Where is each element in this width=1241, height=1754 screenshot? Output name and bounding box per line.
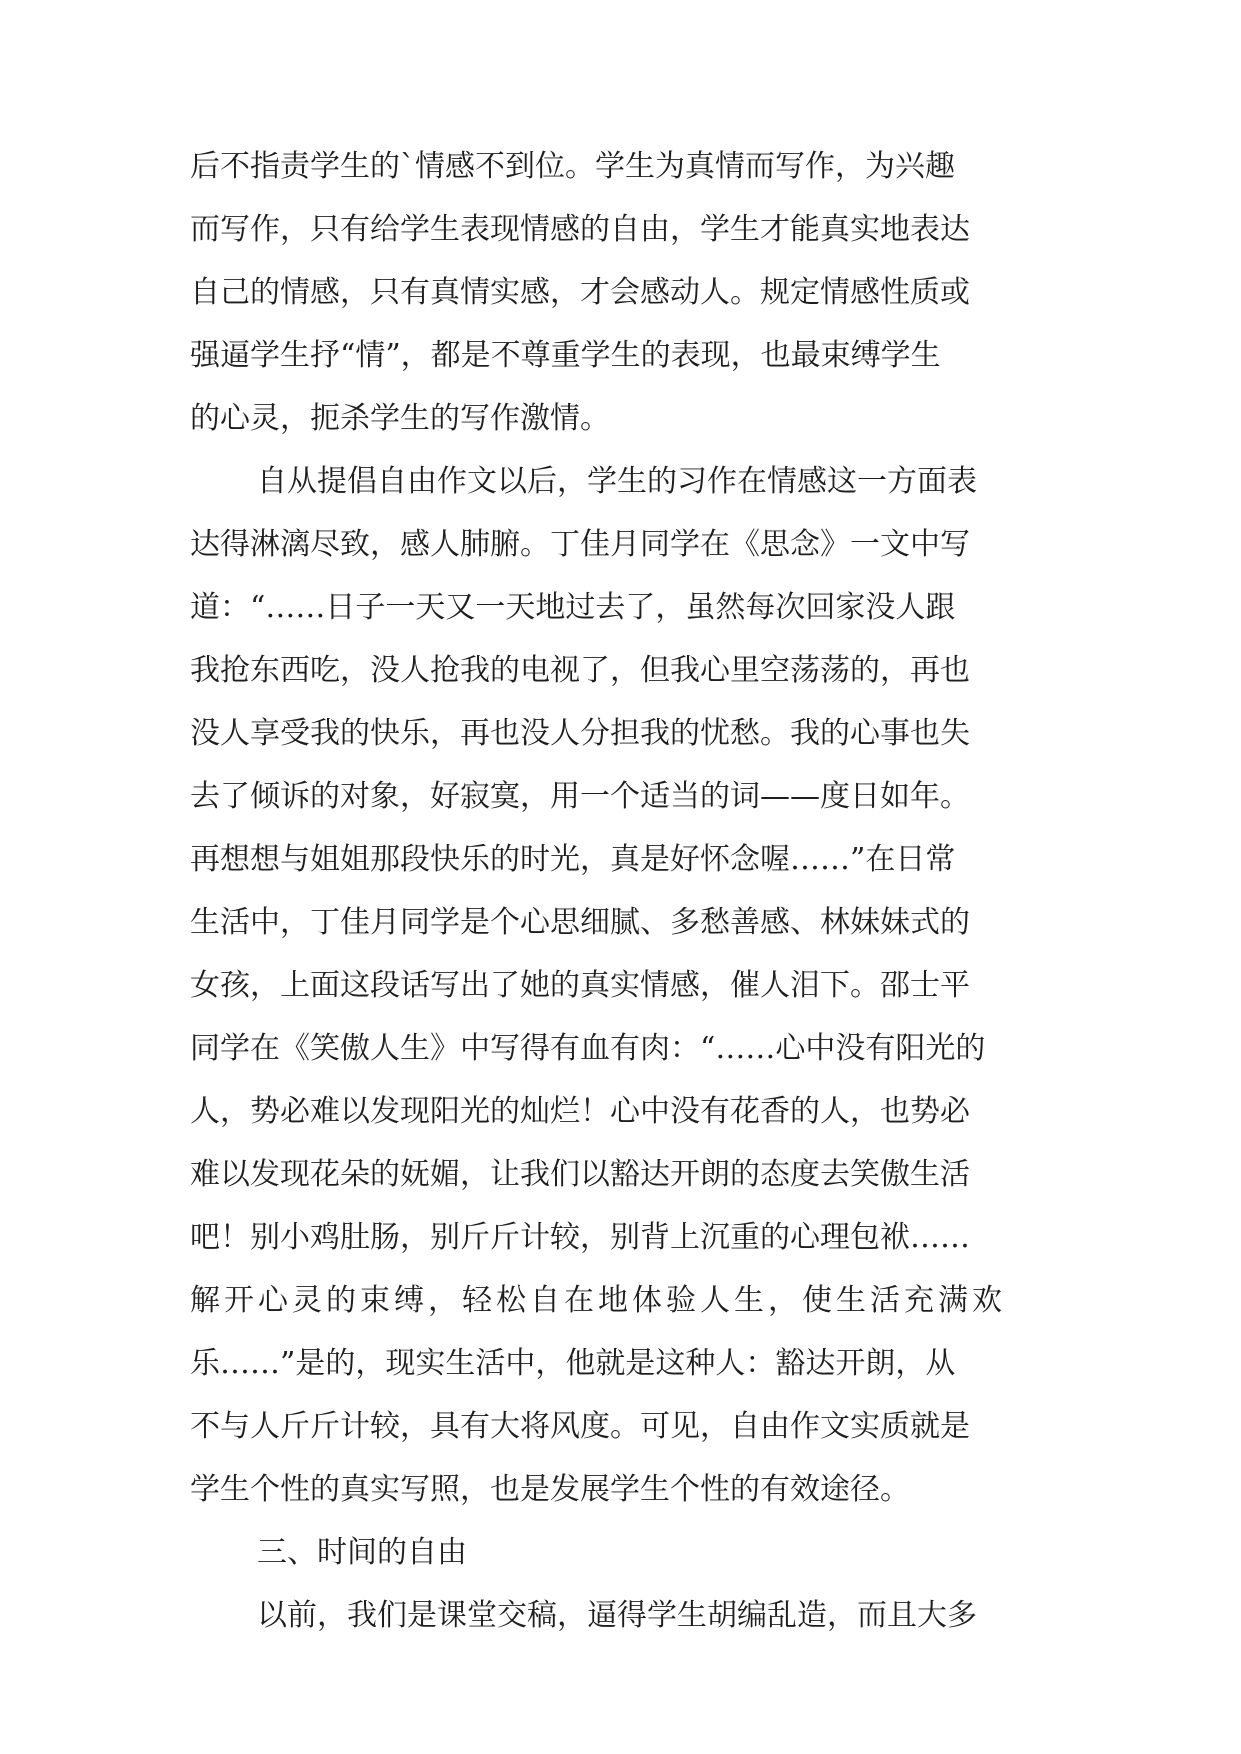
text-line: 不与人斤斤计较，具有大将风度。可见，自由作文实质就是 [190, 1409, 970, 1444]
text-line: 再想想与姐姐那段快乐的时光，真是好怀念喔……”在日常 [190, 842, 956, 877]
text-line: 强逼学生抒“情”，都是不尊重学生的表现，也最束缚学生 [190, 338, 941, 373]
text-line: 女孩，上面这段话写出了她的真实情感，催人泪下。邵士平 [190, 968, 970, 1003]
text-line: 人，势必难以发现阳光的灿烂！心中没有花香的人，也势必 [190, 1094, 970, 1129]
text-line: 去了倾诉的对象，好寂寞，用一个适当的词——度日如年。 [190, 779, 970, 814]
text-line: 达得淋漓尽致，感人肺腑。丁佳月同学在《思念》一文中写 [190, 527, 970, 562]
text-line: 学生个性的真实写照，也是发展学生个性的有效途径。 [190, 1472, 910, 1507]
text-line: 吧！别小鸡肚肠，别斤斤计较，别背上沉重的心理包袱…… [190, 1220, 970, 1255]
text-line: 解开心灵的束缚，轻松自在地体验人生，使生活充满欢 [190, 1283, 1006, 1318]
text-line: 生活中，丁佳月同学是个心思细腻、多愁善感、林妹妹式的 [190, 905, 970, 940]
text-line: 而写作，只有给学生表现情感的自由，学生才能真实地表达 [190, 212, 970, 247]
paragraph-start-line: 自从提倡自由作文以后，学生的习作在情感这一方面表 [257, 464, 977, 499]
text-line: 后不指责学生的`情感不到位。学生为真情而写作，为兴趣 [190, 149, 955, 184]
section-heading: 三、时间的自由 [257, 1535, 467, 1570]
text-line: 同学在《笑傲人生》中写得有血有肉：“……心中没有阳光的 [190, 1031, 986, 1066]
text-line: 道：“……日子一天又一天地过去了，虽然每次回家没人跟 [190, 590, 956, 625]
text-line: 自己的情感，只有真情实感，才会感动人。规定情感性质或 [190, 275, 970, 310]
text-line: 难以发现花朵的妩媚，让我们以豁达开朗的态度去笑傲生活 [190, 1157, 970, 1192]
text-line: 我抢东西吃，没人抢我的电视了，但我心里空荡荡的，再也 [190, 653, 970, 688]
text-line: 乐……”是的，现实生活中，他就是这种人：豁达开朗，从 [190, 1346, 956, 1381]
text-line: 没人享受我的快乐，再也没人分担我的忧愁。我的心事也失 [190, 716, 970, 751]
text-line: 的心灵，扼杀学生的写作激情。 [190, 401, 610, 436]
paragraph-start-line: 以前，我们是课堂交稿，逼得学生胡编乱造，而且大多 [257, 1598, 977, 1633]
